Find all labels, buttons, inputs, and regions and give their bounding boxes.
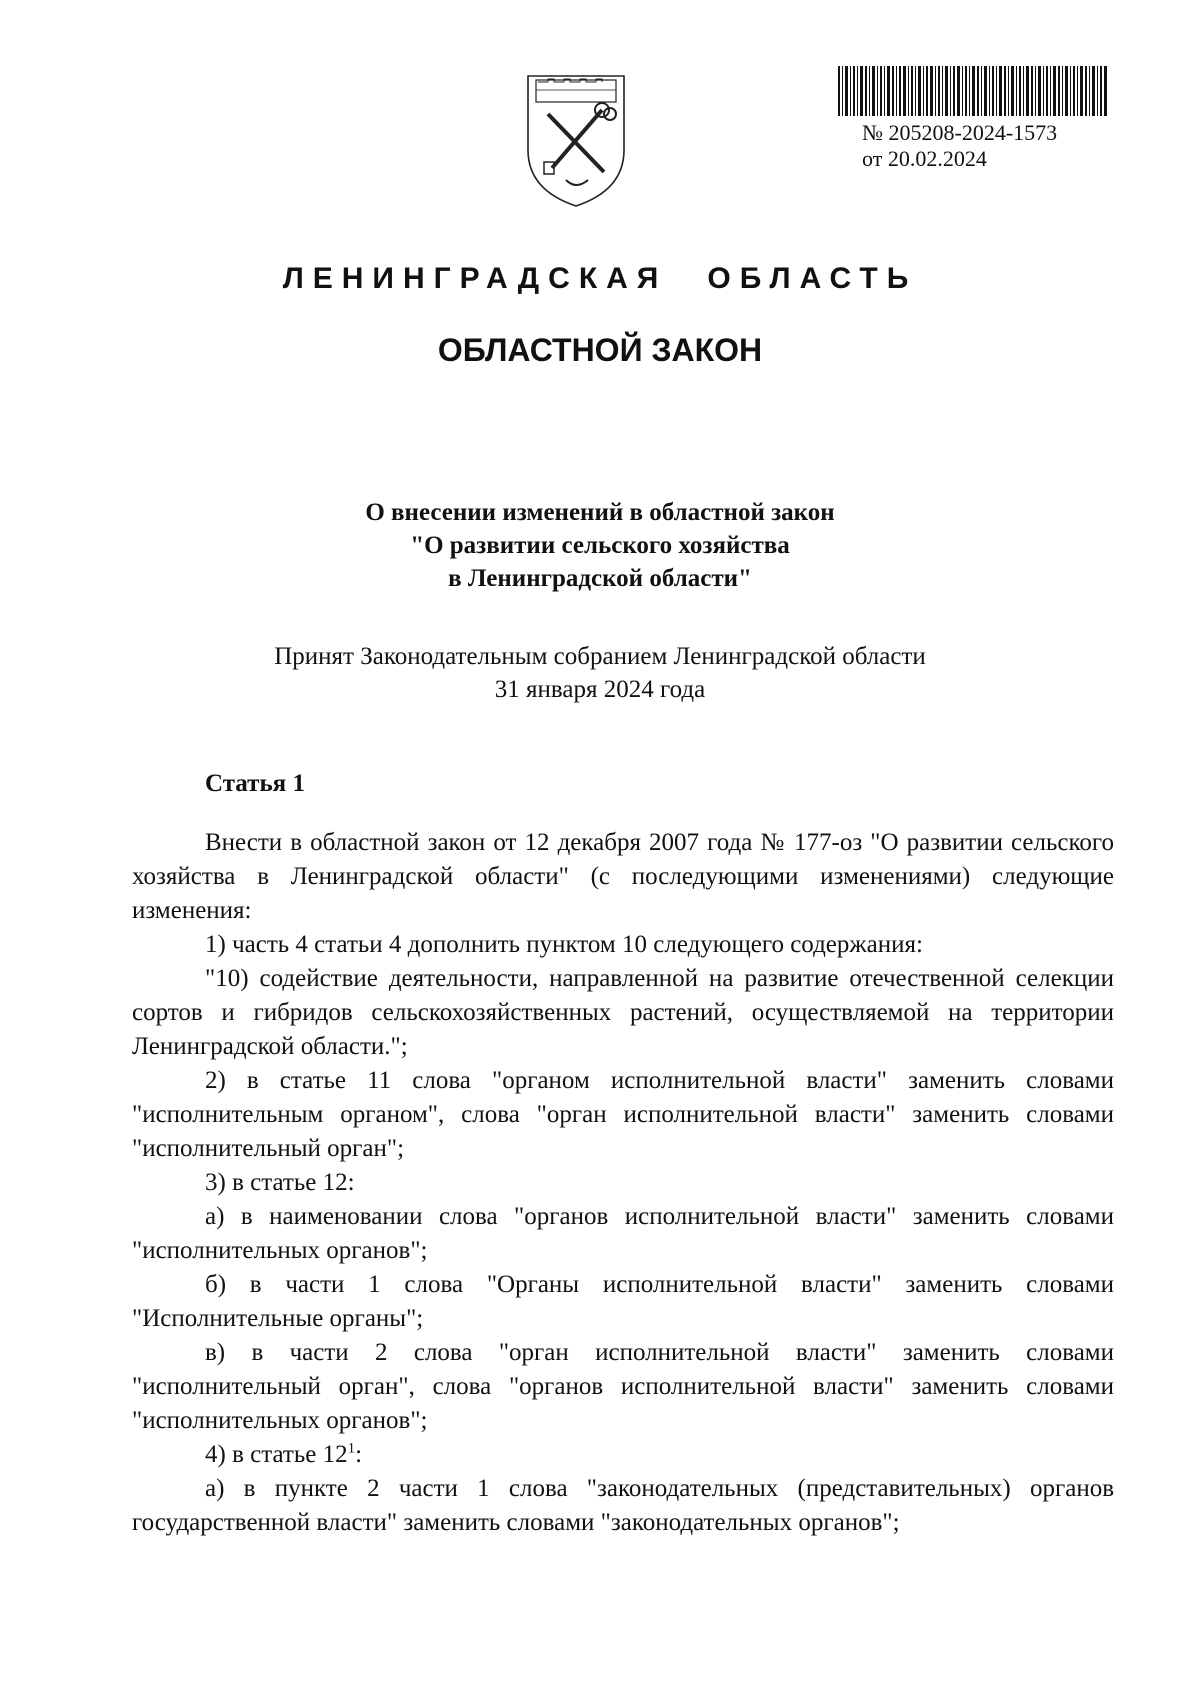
paragraph: а) в пункте 2 части 1 слова "законодательных (представительных) органов государственной власти" заменить словами "законодательных органов"; [132,1475,1114,1536]
paragraph: б) в части 1 слова "Органы исполнительной власти" заменить словами "Исполнительные органы"; [132,1271,1114,1332]
region-word-2: ОБЛАСТЬ [707,262,918,295]
region-heading [0,262,1200,296]
item-4-suffix: : [355,1441,363,1468]
region-word-1: ЛЕНИНГРАДСКАЯ [282,262,668,295]
paragraph: 1) часть 4 статьи 4 дополнить пунктом 10 следующего содержания: [205,931,923,958]
adoption-date: 31 января 2024 года [494,676,706,703]
paragraph: 3) в статье 12: [205,1169,355,1196]
law-title-line: "О развитии сельского хозяйства [410,532,790,559]
item-4-prefix: 4) в статье 12 [205,1441,348,1468]
law-title-line: О внесении изменений в областной закон [365,499,835,526]
law-type-heading: ОБЛАСТНОЙ ЗАКОН [437,332,763,368]
article-body [132,826,1114,1540]
paragraph [132,1438,1114,1472]
document-number: № 205208-2024-1573 [862,120,1058,145]
barcode-icon [838,66,1108,116]
paragraph: в) в части 2 слова "орган исполнительной власти" заменить словами "исполнительный орган", слова "органов исполнительной власти" заменить словами "исполнительных органов"; [132,1339,1114,1434]
paragraph: 2) в статье 11 слова "органом исполнительной власти" заменить словами "исполнительным органом", слова "орган исполнительной власти" заменить словами "исполнительный орган"; [132,1067,1114,1162]
paragraph: Внести в областной закон от 12 декабря 2007 года № 177-оз "О развитии сельского хозяйства в Ленинградской области" (с последующими изменениями) следующие изменения: [132,829,1114,924]
item-4-superscript: 1 [347,1440,356,1457]
adoption-line: Принят Законодательным собранием Ленинградской области [274,643,926,670]
article-heading: Статья 1 [205,770,305,797]
document-date: от 20.02.2024 [862,146,987,171]
law-title-line: в Ленинградской области" [448,565,752,592]
paragraph: а) в наименовании слова "органов исполнительной власти" заменить словами "исполнительных органов"; [132,1203,1114,1264]
adoption-note [0,640,1200,706]
document-registration [862,120,1057,172]
law-title [0,496,1200,595]
paragraph: "10) содействие деятельности, направленной на развитие отечественной селекции сортов и гибридов сельскохозяйственных растений, осуществляемой на территории Ленинградской области."; [132,965,1114,1060]
leningrad-oblast-coat-of-arms-icon [524,70,628,210]
